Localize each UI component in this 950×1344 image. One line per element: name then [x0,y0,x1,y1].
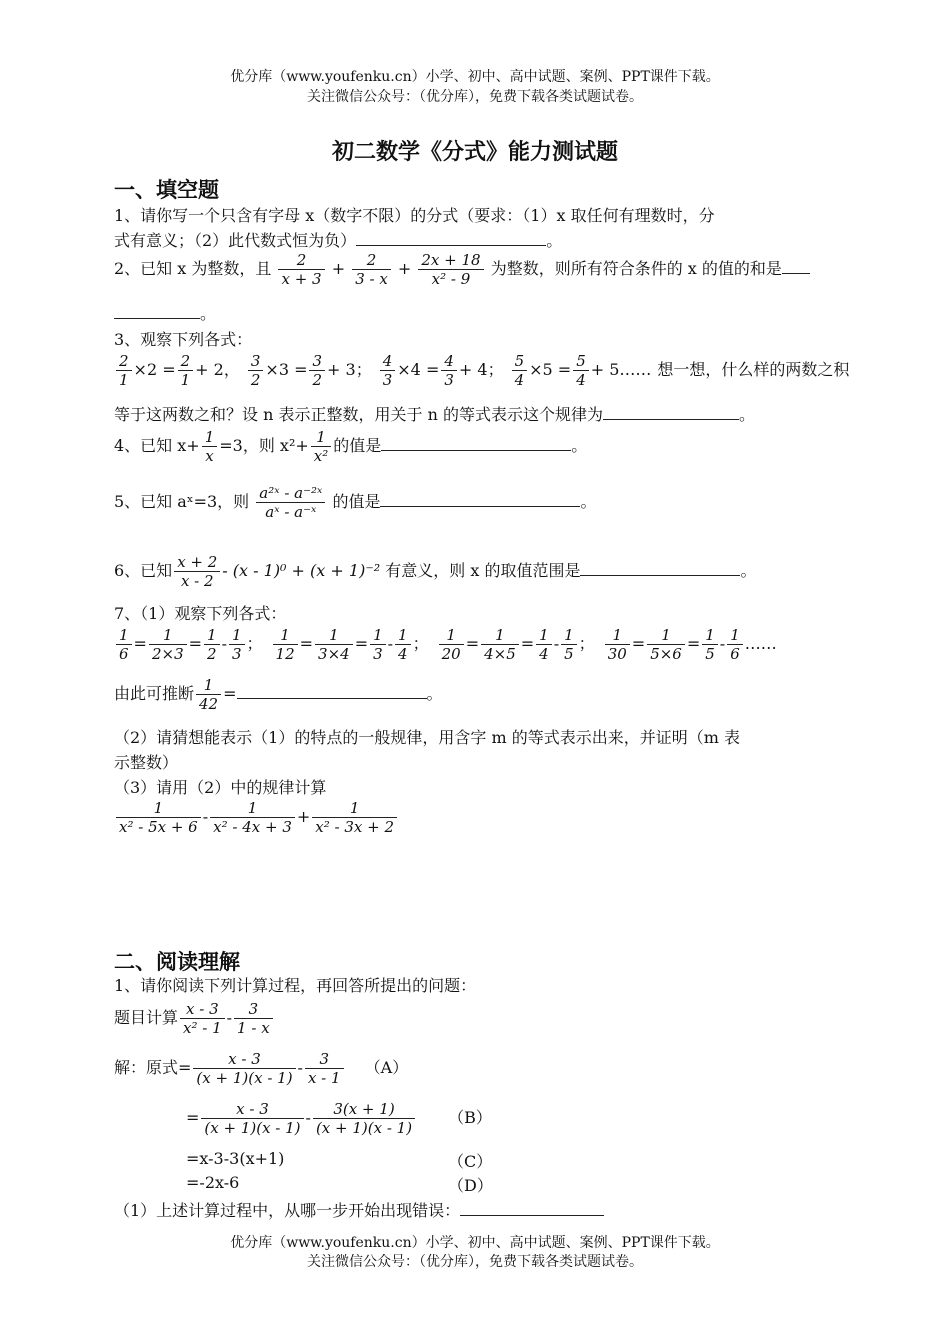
q7-pattern-item: $\frac{1}{6}$ = $\frac{1}{2\times 3}$ = $\frac{1}{2}$ - $\frac{1}{3}$ ； [114,634,263,653]
q7-calc-operator: - [202,807,209,826]
q7-calc-fraction: $\frac{1}{\text{x² - 5x + 6}}$ [116,799,201,836]
footer-line-2: 关注微信公众号：（优分库），免费下载各类试题试卷。 [307,1254,643,1270]
q4-fraction-2: $\frac{1}{\text{x²}}$ [311,428,331,465]
q7-fraction-d: $\frac{1}{5}$ [561,626,577,663]
q3-pattern-line [114,352,849,389]
s2-step-a-minus: - [297,1058,303,1077]
q3-pattern-item: $\frac{3}{2}$ ×3 = $\frac{3}{2}$ + 3； [246,360,372,379]
q1-line-1: 1、请你写一个只含有字母 x（数字不限）的分式（要求：（1）x 取任何有理数时，分 [114,206,715,225]
q7-end: 。 [426,684,443,703]
s2-problem-minus: - [226,1008,233,1027]
q4-mid: =3，则 x²+ [219,436,309,455]
q7-fraction-d: $\frac{1}{4}$ [395,626,411,663]
q7-fraction-b: $\frac{1}{5\times 6}$ [647,626,685,663]
q1-answer-blank[interactable] [356,231,546,246]
q2-prefix: 2、已知 x 为整数，且 [114,259,272,278]
s2-step-b-fraction-1: $\frac{x - 3}{(x + 1)(x - 1)}$ [201,1100,303,1137]
q3-answer-blank[interactable] [603,405,739,420]
q7-calc-fraction: $\frac{1}{\text{x² - 4x + 3}}$ [210,799,295,836]
q2-plus-2: + [397,259,412,278]
q2-suffix: 为整数，则所有符合条件的 x 的值的和是 [490,259,782,278]
s2-question-1 [114,1198,604,1221]
q7-calc-fraction: $\frac{1}{\text{x² - 3x + 2}}$ [312,799,397,836]
q2-fraction-1: $\frac{2}{x + 3}$ [278,251,324,288]
q1-end: 。 [546,231,563,250]
q6-fraction: $\frac{x + 2}{x - 2}$ [174,553,220,590]
q6-answer-blank[interactable] [580,561,740,576]
q3-rhs-fraction: $\frac{5}{4}$ [573,352,589,389]
q5-suffix: 的值是 [332,492,381,511]
q7-fraction-c: $\frac{1}{2}$ [204,626,220,663]
q7-part3: （3）请用（2）中的规律计算 [114,778,327,797]
q7-fraction-b: $\frac{1}{4\times 5}$ [481,626,519,663]
q3-text: 等于这两数之和？设 n 表示正整数，用关于 n 的等式表示这个规律为 [114,405,603,424]
q6-end: 。 [740,561,757,580]
q3-rhs-fraction: $\frac{2}{1}$ [178,352,194,389]
q1-text: 式有意义；（2）此代数式恒为负） [114,231,357,250]
q3-pattern [114,352,657,389]
s2-label-a: （A） [364,1058,409,1077]
q2-plus-1: + [331,259,346,278]
q7-infer-prefix: 由此可推断 [114,684,195,703]
s2-question-1-blank[interactable] [460,1201,604,1216]
q7-fraction-a: $\frac{1}{6}$ [116,626,132,663]
q7-infer-fraction: $\frac{1}{42}$ [196,676,221,713]
q7-pattern-item: $\frac{1}{12}$ = $\frac{1}{3\times 4}$ = $\frac{1}{3}$ - $\frac{1}{4}$ ； [271,634,429,653]
q3-lhs-fraction: $\frac{3}{2}$ [248,352,264,389]
q3-lhs-fraction: $\frac{2}{1}$ [116,352,132,389]
q7-fraction-c: $\frac{1}{4}$ [536,626,552,663]
s2-label-b: （B） [448,1108,492,1127]
s2-solution-prefix: 解：原式= [114,1058,192,1077]
footer-line-1: 优分库（www.youfenku.cn）小学、初中、高中试题、案例、PPT课件下载。 [230,1235,720,1251]
q7-fraction-d: $\frac{1}{3}$ [229,626,245,663]
q7-calc-expression [114,799,399,836]
q2-end: 。 [200,304,217,323]
q3-pattern-item: $\frac{5}{4}$ ×5 = $\frac{5}{4}$ + 5…… [510,360,652,379]
q7-fraction-d: $\frac{1}{6}$ [727,626,743,663]
s2-label-d: （D） [448,1176,493,1195]
q7-fraction-b: $\frac{1}{3\times 4}$ [315,626,353,663]
q3-pattern-item: $\frac{2}{1}$ ×2 = $\frac{2}{1}$ + 2， [114,360,240,379]
s2-step-b [186,1100,492,1137]
q7-pattern-item: $\frac{1}{30}$ = $\frac{1}{5\times 6}$ = $\frac{1}{5}$ - $\frac{1}{6}$ …… [603,634,777,653]
q3-rhs-fraction: $\frac{3}{2}$ [309,352,325,389]
section-1-heading: 一、填空题 [114,177,219,202]
q6-prefix: 6、已知 [114,561,173,580]
q7-fraction-a: $\frac{1}{20}$ [439,626,464,663]
header-line-2: 关注微信公众号：（优分库），免费下载各类试题试卷。 [307,89,643,105]
s2-q1-intro: 1、请你阅读下列计算过程，再回答所提出的问题： [114,976,477,995]
q2-fraction-3: $\frac{2x + 18}{\text{x² - 9}}$ [418,251,483,288]
q4-prefix: 4、已知 x+ [114,436,200,455]
q3-pattern-item: $\frac{4}{3}$ ×4 = $\frac{4}{3}$ + 4； [378,360,504,379]
q7-fraction-c: $\frac{1}{3}$ [370,626,386,663]
s2-problem-prefix: 题目计算 [114,1008,179,1027]
header-line-1: 优分库（www.youfenku.cn）小学、初中、高中试题、案例、PPT课件下载。 [230,69,720,85]
s2-step-a [114,1050,408,1087]
q6-expression: - (x - 1)⁰ + (x + 1)⁻² [222,561,381,580]
s2-step-a-fraction-1: $\frac{x - 3}{(x + 1)(x - 1)}$ [193,1050,295,1087]
q7-pattern-item: $\frac{1}{20}$ = $\frac{1}{4\times 5}$ = $\frac{1}{4}$ - $\frac{1}{5}$ ； [437,634,595,653]
q1-line-2 [114,228,562,251]
s2-problem-fraction-1: $\frac{x - 3}{\text{x² - 1}}$ [180,1000,225,1037]
s2-step-b-eq: = [186,1108,200,1127]
q3-lhs-fraction: $\frac{4}{3}$ [380,352,396,389]
q7-answer-blank[interactable] [237,684,427,699]
s2-label-c: （C） [448,1152,493,1171]
q7-fraction-c: $\frac{1}{5}$ [702,626,718,663]
q7-infer-line [114,676,443,713]
q7-pattern [114,626,785,663]
q3-line-3 [114,402,755,425]
q4-suffix: 的值是 [333,436,382,455]
q6-line [114,553,756,590]
q7-fraction-a: $\frac{1}{30}$ [605,626,630,663]
s2-step-a-fraction-2: $\frac{3}{x - 1}$ [305,1050,344,1087]
q3-lhs-fraction: $\frac{5}{4}$ [512,352,528,389]
q7-infer-eq: = [223,684,237,703]
q2-line [114,251,810,288]
q5-answer-blank[interactable] [380,492,580,507]
s2-step-b-fraction-2: $\frac{3(x + 1)}{(x + 1)(x - 1)}$ [313,1100,415,1137]
q2-answer-blank-b[interactable] [114,304,200,319]
q4-end: 。 [571,436,588,455]
q3-intro: 3、观察下列各式： [114,330,253,349]
s2-problem-line [114,1000,275,1037]
s2-step-b-minus: - [305,1108,311,1127]
s2-problem-fraction-2: $\frac{3}{1 - x}$ [234,1000,273,1037]
section-2-heading: 二、阅读理解 [114,949,240,974]
q5-prefix: 5、已知 aˣ=3，则 [114,492,250,511]
q2-fraction-2: $\frac{2}{3 - x}$ [352,251,391,288]
q2-answer-blank-a[interactable] [782,259,810,274]
q6-suffix: 有意义，则 x 的取值范围是 [385,561,581,580]
q4-fraction-1: $\frac{1}{x}$ [202,428,218,465]
q7-fraction-b: $\frac{1}{2\times 3}$ [149,626,187,663]
q5-end: 。 [580,492,597,511]
q3-tail: 想一想，什么样的两数之积 [657,360,850,379]
q7-intro: 7、（1）观察下列各式： [114,604,287,623]
q3-rhs-fraction: $\frac{4}{3}$ [441,352,457,389]
q7-fraction-a: $\frac{1}{12}$ [273,626,298,663]
s2-step-c: =x-3-3(x+1) [186,1149,285,1168]
q4-answer-blank[interactable] [381,436,571,451]
q7-calc-operator: + [296,807,311,826]
s2-question-1-text: （1）上述计算过程中，从哪一步开始出现错误： [114,1201,461,1220]
q7-part2-line-2: 示整数） [114,753,179,772]
q2-line-2 [114,301,216,324]
q3-end: 。 [738,405,755,424]
document-title: 初二数学《分式》能力测试题 [331,139,618,165]
q5-line [114,484,597,521]
q5-fraction: $\frac{\text{a²ˣ - a⁻²ˣ}}{\text{aˣ - a⁻ˣ}}$ [256,484,325,521]
q4-line [114,428,587,465]
s2-step-d: =-2x-6 [186,1173,240,1192]
q7-part2-line-1: （2）请猜想能表示（1）的特点的一般规律，用含字 m 的等式表示出来，并证明（m 表 [114,728,740,747]
